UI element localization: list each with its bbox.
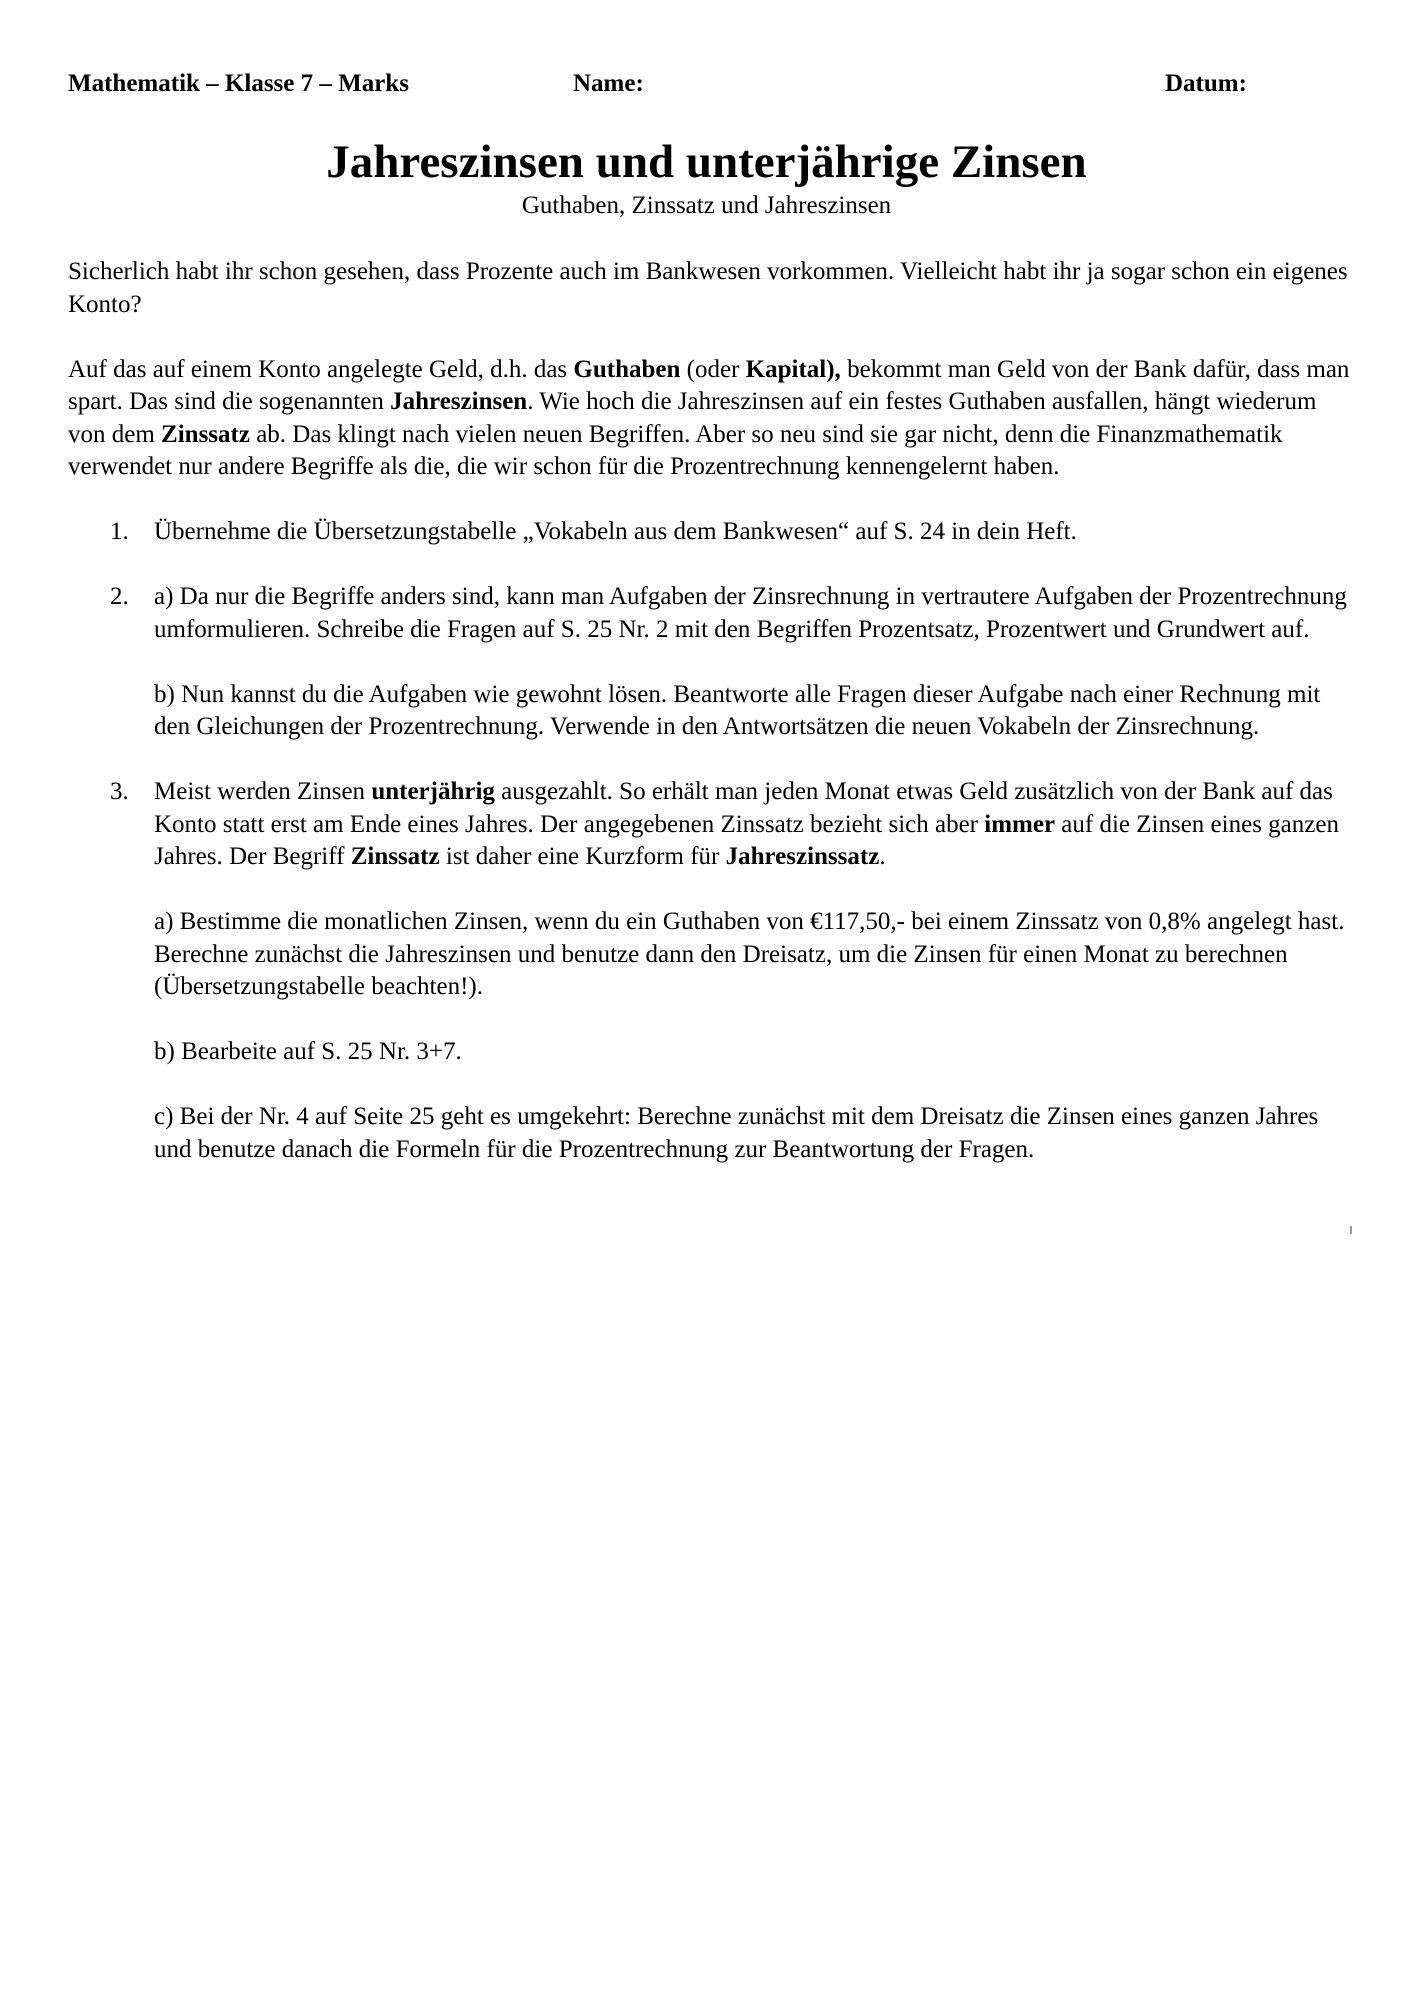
text-run: ausgezahlt. So erhält man jeden Monat etwas Geld zusätzlich von der Bank auf das Konto statt erst am Ende eines Jahres. Der angegebenen Zinssatz bezieht sich aber xyxy=(154,778,1333,838)
task-2b-text: b) Nun kannst du die Aufgaben wie gewohnt lösen. Beantworte alle Fragen dieser Aufgabe nach einer Rechnung mit den Gleichungen der Prozentrechnung. Verwende in den Antwortsätzen die neuen Vokabeln der Zinsrechnung. xyxy=(154,680,1321,740)
term-zinssatz: Zinssatz xyxy=(161,420,250,448)
term-immer: immer xyxy=(984,810,1056,838)
term-kapital: Kapital), xyxy=(745,355,841,383)
stray-mark xyxy=(1350,1226,1352,1234)
text-run: auf die Zinsen eines ganzen Jahres. Der Begriff xyxy=(154,810,1339,870)
task-3a-text: a) Bestimme die monatlichen Zinsen, wenn du ein Guthaben von €117,50,- bei einem Zinssatz von 0,8% angelegt hast. Berechne zunächst die Jahreszinsen und benutze dann den Dreisatz, um die Zinsen für einen Monat zu berechnen (Übersetzungstabelle beachten!). xyxy=(154,908,1345,1000)
text-run: bekommt man Geld von der Bank dafür, dass man spart. Das sind die sogenannten xyxy=(68,355,1350,415)
term-jahreszinssatz: Jahreszinssatz xyxy=(725,843,880,870)
text-run: ist daher eine Kurzform für xyxy=(439,843,726,870)
text-run: . Wie hoch die Jahreszinsen auf ein festes Guthaben ausfallen, hängt wiederum von dem xyxy=(68,388,1317,448)
task-3 xyxy=(68,776,1358,1166)
term-jahreszinsen: Jahreszinsen xyxy=(390,388,528,415)
intro-paragraph-1: Sicherlich habt ihr schon gesehen, dass Prozente auch im Bankwesen vorkommen. Vielleicht habt ihr ja sogar schon ein eigenes Konto? xyxy=(68,258,1348,318)
text-run: Meist werden Zinsen xyxy=(154,778,372,805)
term-guthaben: Guthaben xyxy=(573,355,681,383)
text-run: ab. Das klingt nach vielen neuen Begriffen. Aber so neu sind sie gar nicht, denn die Finanzmathematik verwendet nur andere Begriffe als die, die wir schon für die Prozentrechnung kennengelernt haben. xyxy=(68,420,1283,480)
date-label: Datum: xyxy=(1165,70,1247,97)
worksheet-header xyxy=(68,70,1348,102)
text-run: Auf das auf einem Konto angelegte Geld, d.h. das xyxy=(68,355,574,383)
intro-paragraph-2 xyxy=(68,354,1358,484)
task-number: 2. xyxy=(110,583,129,610)
term-zinssatz: Zinssatz xyxy=(350,843,440,870)
task-number: 3. xyxy=(110,778,129,805)
text-run: . xyxy=(879,843,886,870)
name-label: Name: xyxy=(573,70,644,97)
task-number: 1. xyxy=(110,518,129,545)
task-1-text: Übernehme die Übersetzungstabelle „Vokabeln aus dem Bankwesen“ auf S. 24 in dein Heft. xyxy=(154,518,1077,545)
task-3c-text: c) Bei der Nr. 4 auf Seite 25 geht es umgekehrt: Berechne zunächst mit dem Dreisatz die Zinsen eines ganzen Jahres und benutze danach die Formeln für die Prozentrechnung zur Beantwortung der Fragen. xyxy=(154,1103,1319,1163)
page-title: Jahreszinsen und unterjährige Zinsen xyxy=(326,136,1087,188)
text-run: (oder xyxy=(680,355,746,383)
task-1 xyxy=(68,516,1358,549)
task-2 xyxy=(68,581,1358,744)
task-3b-text: b) Bearbeite auf S. 25 Nr. 3+7. xyxy=(154,1038,462,1065)
task-3-intro xyxy=(154,776,1358,874)
course-label: Mathematik – Klasse 7 – Marks xyxy=(68,70,409,97)
worksheet-body xyxy=(68,256,1358,1199)
task-2a-text: a) Da nur die Begriffe anders sind, kann man Aufgaben der Zinsrechnung in vertrautere Aufgaben der Prozentrechnung umformulieren. Schreibe die Fragen auf S. 25 Nr. 2 mit den Begriffen Prozentsatz, Prozentwert und Grundwert auf. xyxy=(154,583,1347,643)
term-unterjaehrig: unterjährig xyxy=(371,778,495,805)
page-subtitle: Guthaben, Zinssatz und Jahreszinsen xyxy=(521,192,892,219)
